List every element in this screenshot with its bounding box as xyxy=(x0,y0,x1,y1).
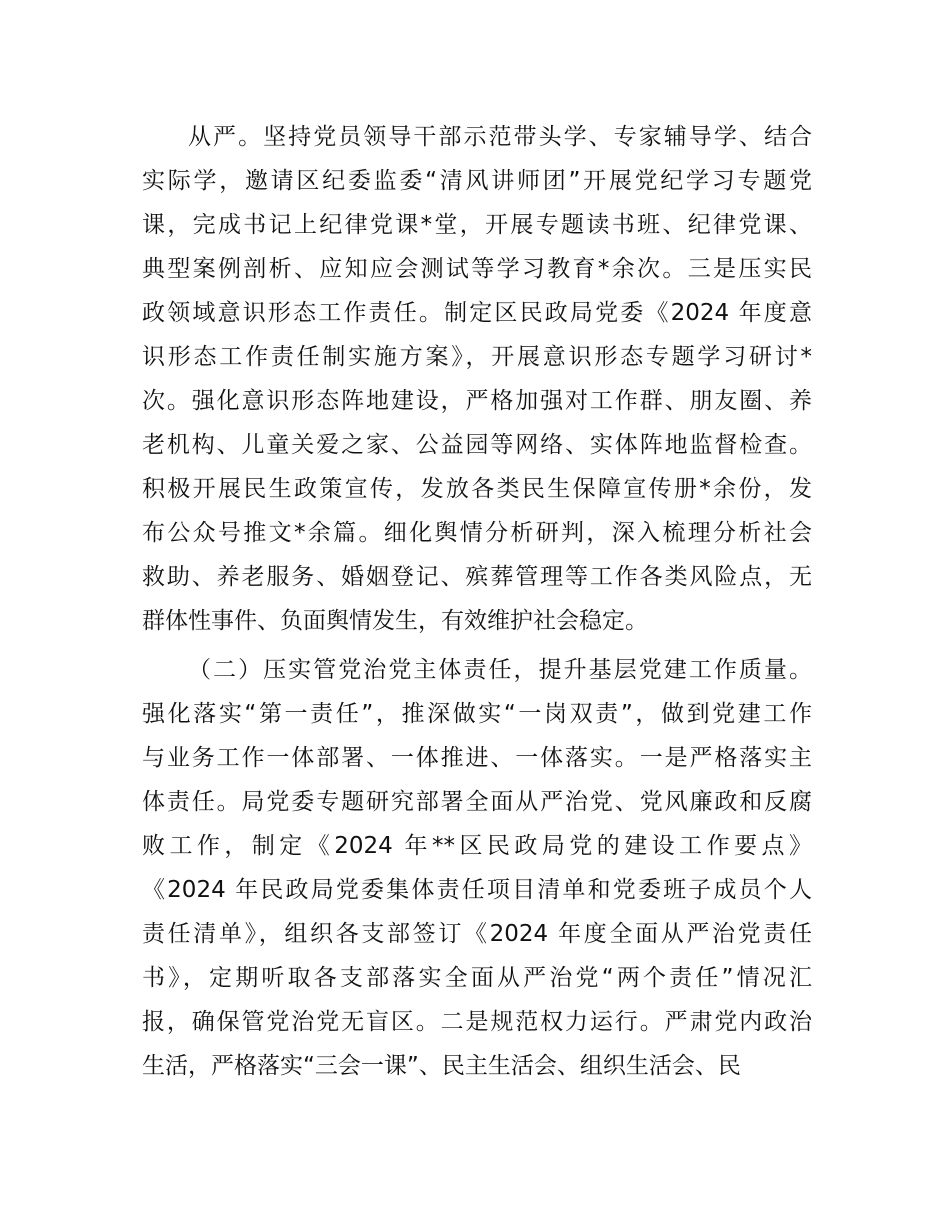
text-line: 积极开展民生政策宣传，发放各类民生保障宣传册*余份，发 xyxy=(142,476,812,502)
text-line: 强化落实“第一责任”，推深做实“一岗双责”，做到党建工作 xyxy=(142,701,812,727)
text-line: 实际学，邀请区纪委监委“清风讲师团”开展党纪学习专题党 xyxy=(142,168,812,194)
text-line: 与业务工作一体部署、一体推进、一体落实。一是严格落实主 xyxy=(142,745,812,771)
text-line: 政领域意识形态工作责任。制定区民政局党委《2024 年度意 xyxy=(142,300,812,326)
text-line: 识形态工作责任制实施方案》，开展意识形态专题学习研讨* xyxy=(142,344,812,370)
text-line: 课，完成书记上纪律党课*堂，开展专题读书班、纪律党课、 xyxy=(142,212,812,238)
text-line: 报，确保管党治党无盲区。二是规范权力运行。严肃党内政治 xyxy=(142,1009,812,1035)
text-line: 生活，严格落实“三会一课”、民主生活会、组织生活会、民 xyxy=(142,1053,741,1079)
text-line: 责任清单》，组织各支部签订《2024 年度全面从严治党责任 xyxy=(142,921,812,947)
text-line: 体责任。局党委专题研究部署全面从严治党、党风廉政和反腐 xyxy=(142,789,812,815)
text-line: 败工作，制定《2024 年**区民政局党的建设工作要点》 xyxy=(142,833,812,859)
text-line: 次。强化意识形态阵地建设，严格加强对工作群、朋友圈、养 xyxy=(142,388,812,414)
section-heading-line: （二）压实管党治党主体责任，提升基层党建工作质量。 xyxy=(188,657,812,683)
text-line: 从严。坚持党员领导干部示范带头学、专家辅导学、结合 xyxy=(188,124,812,150)
text-line: 《2024 年民政局党委集体责任项目清单和党委班子成员个人 xyxy=(142,877,812,903)
text-line: 书》，定期听取各支部落实全面从严治党“两个责任”情况汇 xyxy=(142,965,812,991)
text-line: 群体性事件、负面舆情发生，有效维护社会稳定。 xyxy=(142,608,648,634)
text-line: 典型案例剖析、应知应会测试等学习教育*余次。三是压实民 xyxy=(142,256,812,282)
text-line: 老机构、儿童关爱之家、公益园等网络、实体阵地监督检查。 xyxy=(142,432,812,458)
text-line: 救助、养老服务、婚姻登记、殡葬管理等工作各类风险点，无 xyxy=(142,564,812,590)
text-line: 布公众号推文*余篇。细化舆情分析研判，深入梳理分析社会 xyxy=(142,520,812,546)
